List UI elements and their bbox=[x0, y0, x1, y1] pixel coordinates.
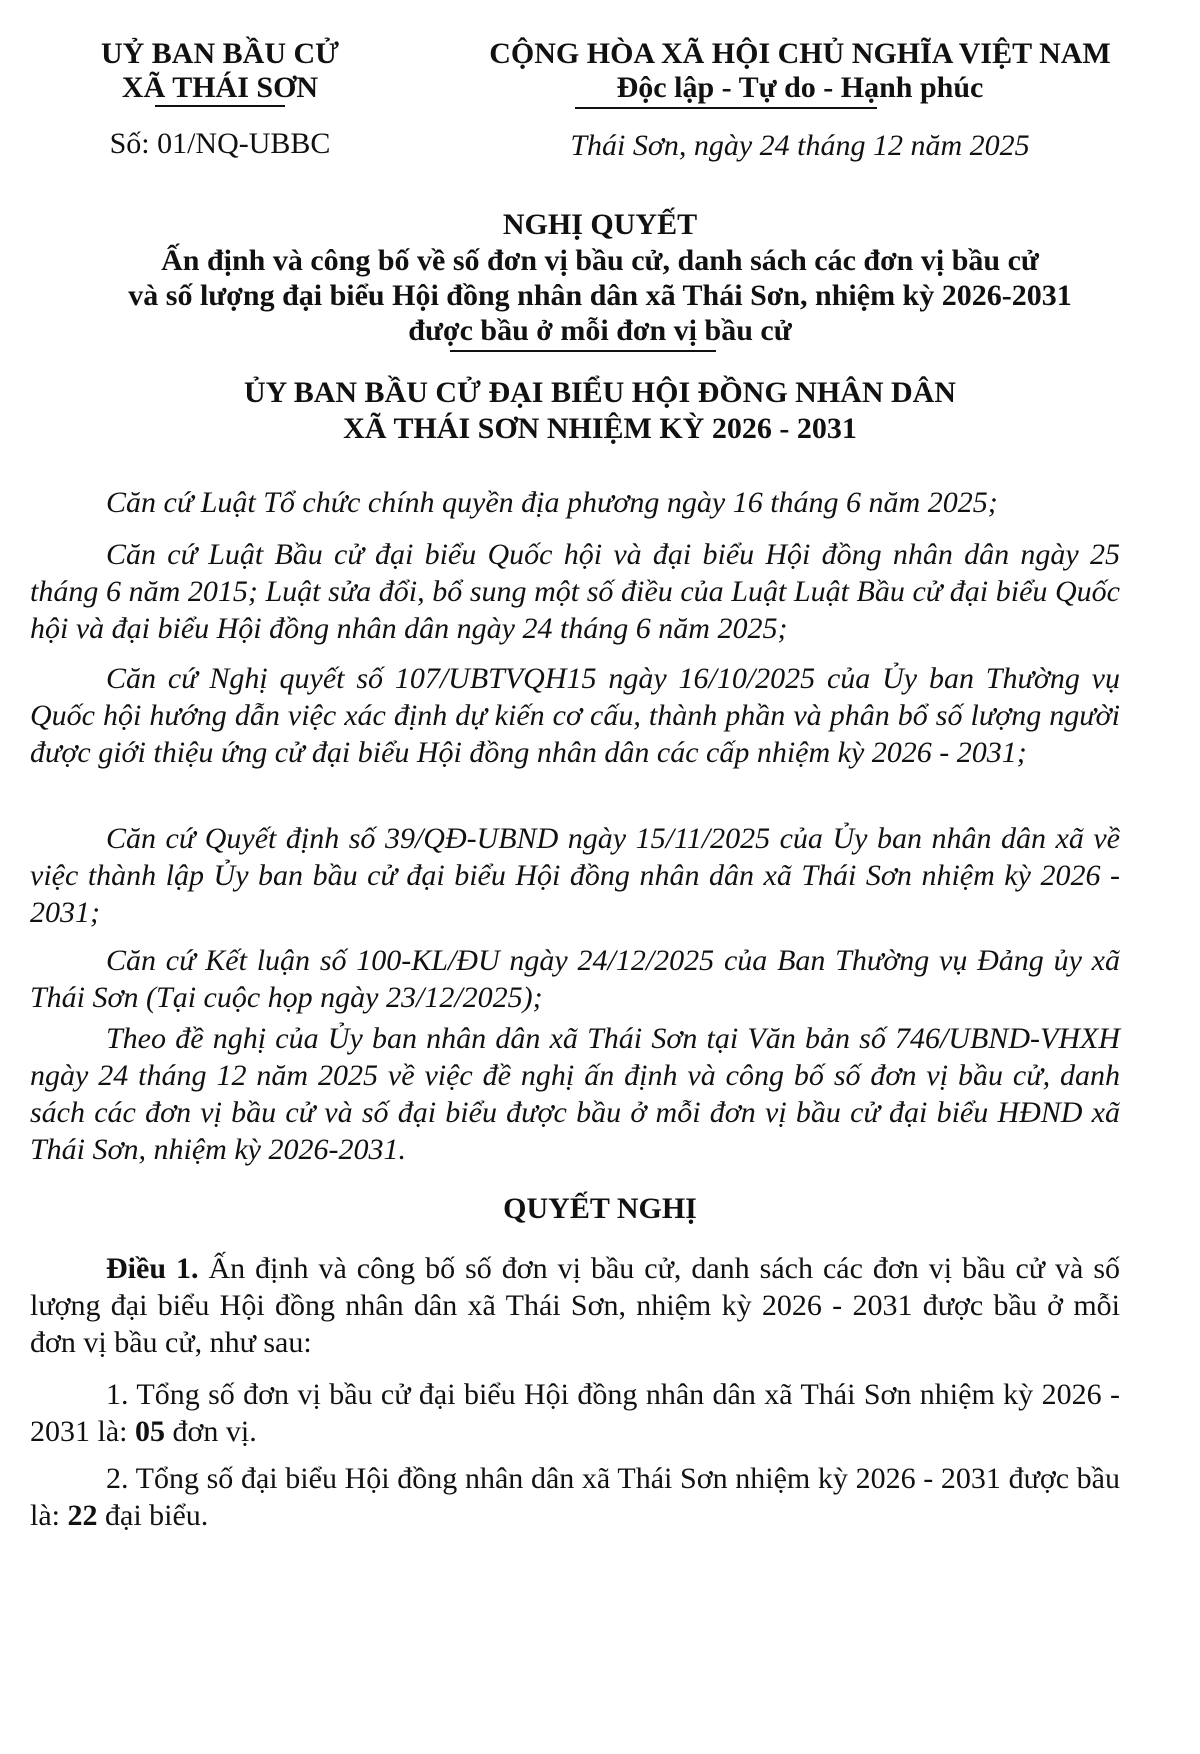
issuer-line1: ỦY BAN BẦU CỬ ĐẠI BIỂU HỘI ĐỒNG NHÂN DÂN bbox=[244, 376, 956, 409]
motto-underline bbox=[575, 107, 877, 109]
legal-basis-1: Căn cứ Luật Tổ chức chính quyền địa phương ngày 16 tháng 6 năm 2025; bbox=[106, 486, 998, 519]
org-name-line1: UỶ BAN BẦU CỬ bbox=[100, 37, 340, 70]
legal-basis-6: Theo đề nghị của Ủy ban nhân dân xã Thái Sơn tại Văn bản số 746/UBND-VHXH ngày 24 tháng 12 năm 2025 về việc đề nghị ấn định và công bố số đơn vị bầu cử, danh sách các đơn vị bầu cử và số đại biểu được bầu ở mỗi đơn vị bầu cử đại biểu HĐND xã Thái Sơn, nhiệm kỳ 2026-2031. bbox=[30, 1022, 1120, 1166]
item-2-unit: đại biểu. bbox=[97, 1499, 209, 1532]
legal-basis-3: Căn cứ Nghị quyết số 107/UBTVQH15 ngày 16/10/2025 của Ủy ban Thường vụ Quốc hội hướng dẫn việc xác định dự kiến cơ cấu, thành phần và phân bổ số lượng người được giới thiệu ứng cử đại biểu Hội đồng nhân dân các cấp nhiệm kỳ 2026 - 2031; bbox=[30, 662, 1120, 769]
org-name-line2: XÃ THÁI SƠN bbox=[121, 71, 319, 104]
item-1-unit: đơn vị. bbox=[165, 1415, 257, 1448]
item-2-text: 2. Tổng số đại biểu Hội đồng nhân dân xã Thái Sơn nhiệm kỳ 2026 - 2031 được bầu là: bbox=[30, 1462, 1120, 1532]
motto: Độc lập - Tự do - Hạnh phúc bbox=[616, 71, 984, 104]
document-number: Số: 01/NQ-UBBC bbox=[109, 127, 331, 160]
nation-name: CỘNG HÒA XÃ HỘI CHỦ NGHĨA VIỆT NAM bbox=[489, 37, 1111, 70]
item-1-value: 05 bbox=[135, 1415, 165, 1448]
resolution-heading: QUYẾT NGHỊ bbox=[503, 1192, 697, 1225]
place-date: Thái Sơn, ngày 24 tháng 12 năm 2025 bbox=[570, 129, 1030, 162]
legal-basis-5: Căn cứ Kết luận số 100-KL/ĐU ngày 24/12/2025 của Ban Thường vụ Đảng ủy xã Thái Sơn (Tại cuộc họp ngày 23/12/2025); bbox=[30, 944, 1120, 1014]
article-1-text: Ấn định và công bố số đơn vị bầu cử, danh sách các đơn vị bầu cử và số lượng đại biểu Hội đồng nhân dân xã Thái Sơn, nhiệm kỳ 2026 - 2031 được bầu ở mỗi đơn vị bầu cử, như sau: bbox=[30, 1252, 1120, 1359]
title-line1: Ấn định và công bố về số đơn vị bầu cử, danh sách các đơn vị bầu cử bbox=[161, 244, 1039, 277]
legal-basis-2: Căn cứ Luật Bầu cử đại biểu Quốc hội và đại biểu Hội đồng nhân dân ngày 25 tháng 6 năm 2015; Luật sửa đổi, bổ sung một số điều của Luật Luật Bầu cử đại biểu Quốc hội và đại biểu Hội đồng nhân dân ngày 24 tháng 6 năm 2025; bbox=[30, 538, 1120, 645]
title-line3: được bầu ở mỗi đơn vị bầu cử bbox=[408, 314, 792, 347]
article-1-item-1 bbox=[30, 1376, 1120, 1450]
document-type: NGHỊ QUYẾT bbox=[502, 208, 698, 241]
article-1-label: Điều 1. bbox=[106, 1252, 199, 1285]
title-underline bbox=[450, 350, 716, 352]
item-2-value: 22 bbox=[67, 1499, 98, 1532]
title-line2: và số lượng đại biểu Hội đồng nhân dân xã Thái Sơn, nhiệm kỳ 2026-2031 bbox=[128, 279, 1072, 312]
legal-basis-4: Căn cứ Quyết định số 39/QĐ-UBND ngày 15/11/2025 của Ủy ban nhân dân xã về việc thành lập Ủy ban bầu cử đại biểu Hội đồng nhân dân xã Thái Sơn nhiệm kỳ 2026 - 2031; bbox=[30, 822, 1120, 929]
item-1-text: 1. Tổng số đơn vị bầu cử đại biểu Hội đồng nhân dân xã Thái Sơn nhiệm kỳ 2026 - 2031 là: bbox=[30, 1378, 1120, 1448]
issuer-line2: XÃ THÁI SƠN NHIỆM KỲ 2026 - 2031 bbox=[343, 412, 857, 445]
article-1-item-2 bbox=[30, 1460, 1120, 1534]
org-underline bbox=[155, 105, 285, 107]
article-1 bbox=[30, 1250, 1120, 1361]
